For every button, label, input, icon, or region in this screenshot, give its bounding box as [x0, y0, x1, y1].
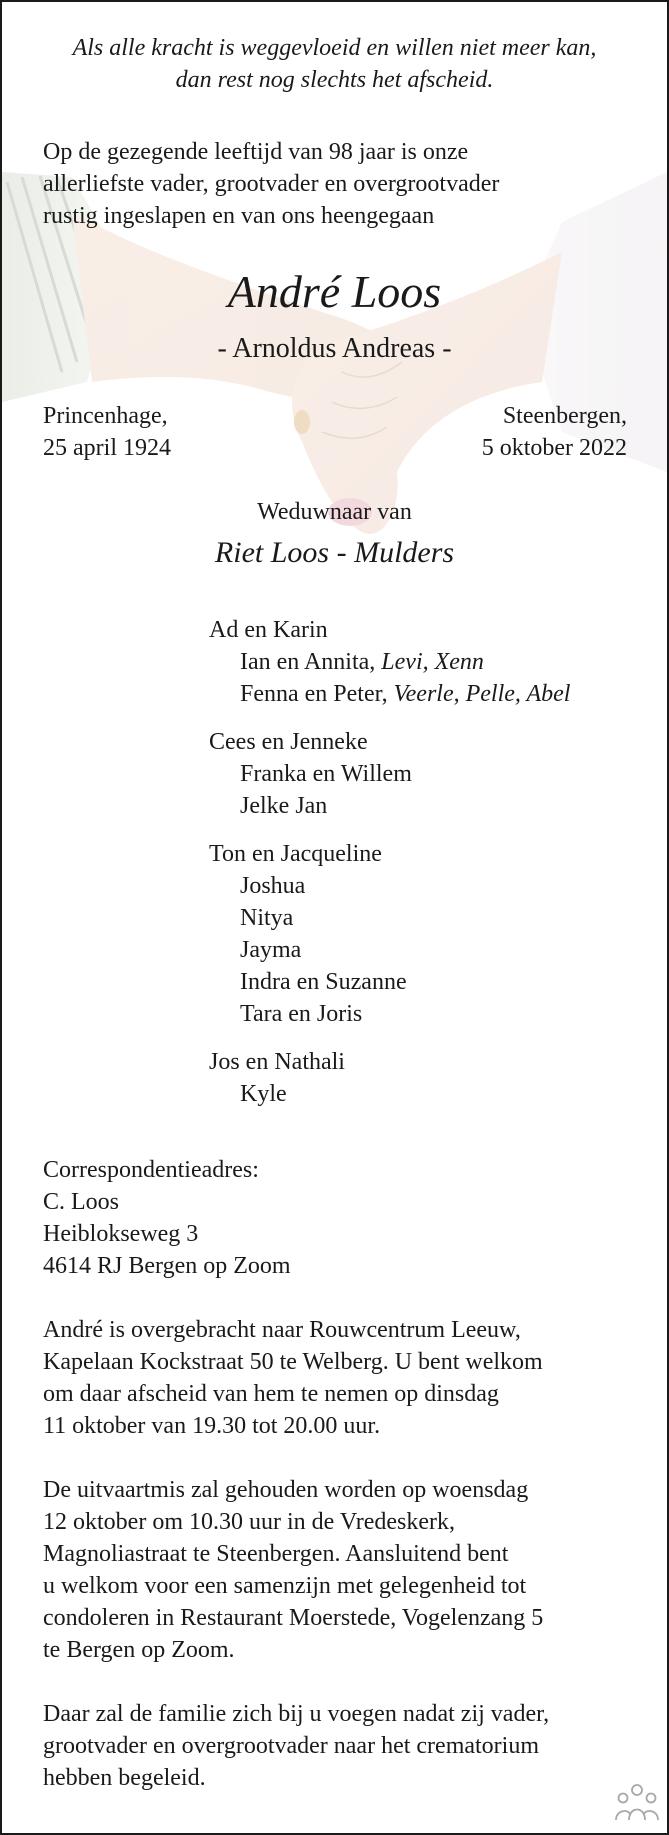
family-child: Jelke Jan: [240, 793, 328, 819]
family-parent: Ton en Jacqueline: [209, 841, 382, 867]
correspondence-name: C. Loos: [43, 1189, 120, 1215]
death-place: Steenbergen,: [502, 403, 627, 429]
spouse-label: Weduwnaar van: [257, 499, 412, 525]
poem-line-2: dan rest nog slechts het afscheid.: [175, 67, 494, 93]
birth-place: Princenhage,: [43, 403, 168, 429]
correspondence-label: Correspondentieadres:: [43, 1157, 259, 1183]
intro-line-2: allerliefste vader, grootvader en overgrootvader: [43, 171, 500, 197]
closing-line-3: hebben begeleid.: [43, 1765, 206, 1791]
visitation-line-2: Kapelaan Kockstraat 50 te Welberg. U bent welkom: [43, 1349, 543, 1375]
deceased-full-name: - Arnoldus Andreas -: [217, 333, 452, 364]
intro-line-1: Op de gezegende leeftijd van 98 jaar is onze: [43, 139, 469, 165]
service-line-3: Magnoliastraat te Steenbergen. Aansluitend bent: [43, 1541, 509, 1567]
family-child: Joshua: [240, 873, 306, 899]
visitation-line-3: om daar afscheid van hem te nemen op dinsdag: [43, 1381, 499, 1407]
family-child: Fenna en Peter, Veerle, Pelle, Abel: [240, 681, 571, 707]
closing-line-1: Daar zal de familie zich bij u voegen nadat zij vader,: [43, 1701, 550, 1727]
family-parent: Jos en Nathali: [209, 1049, 345, 1075]
service-line-4: u welkom voor een samenzijn met gelegenheid tot: [43, 1573, 527, 1599]
family-child: Ian en Annita, Levi, Xenn: [240, 649, 484, 675]
family-parent: Cees en Jenneke: [209, 729, 368, 755]
spouse-name: Riet Loos - Mulders: [214, 536, 455, 569]
service-line-6: te Bergen op Zoom.: [43, 1637, 235, 1663]
deceased-name: André Loos: [227, 266, 442, 317]
family-child: Nitya: [240, 905, 294, 931]
family-child: Indra en Suzanne: [240, 969, 407, 995]
death-date: 5 oktober 2022: [481, 435, 627, 461]
family-child: Franka en Willem: [240, 761, 412, 787]
family-child: Jayma: [240, 937, 302, 963]
visitation-line-1: André is overgebracht naar Rouwcentrum Leeuw,: [43, 1317, 521, 1343]
intro-line-3: rustig ingeslapen en van ons heengegaan: [43, 203, 435, 229]
poem-line-1: Als alle kracht is weggevloeid en willen niet meer kan,: [72, 35, 597, 61]
service-line-2: 12 oktober om 10.30 uur in de Vredeskerk,: [43, 1509, 456, 1535]
visitation-line-4: 11 oktober van 19.30 tot 20.00 uur.: [43, 1413, 381, 1439]
service-line-1: De uitvaartmis zal gehouden worden op woensdag: [43, 1477, 529, 1503]
birth-date: 25 april 1924: [43, 435, 171, 461]
family-parent: Ad en Karin: [209, 617, 328, 643]
correspondence-street: Heiblokseweg 3: [43, 1221, 199, 1247]
service-line-5: condoleren in Restaurant Moerstede, Vogelenzang 5: [43, 1605, 544, 1631]
correspondence-city: 4614 RJ Bergen op Zoom: [43, 1253, 291, 1279]
family-child: Tara en Joris: [240, 1001, 363, 1027]
family-child: Kyle: [240, 1081, 287, 1107]
people-group-icon: [614, 1782, 660, 1822]
closing-line-2: grootvader en overgrootvader naar het crematorium: [43, 1733, 540, 1759]
